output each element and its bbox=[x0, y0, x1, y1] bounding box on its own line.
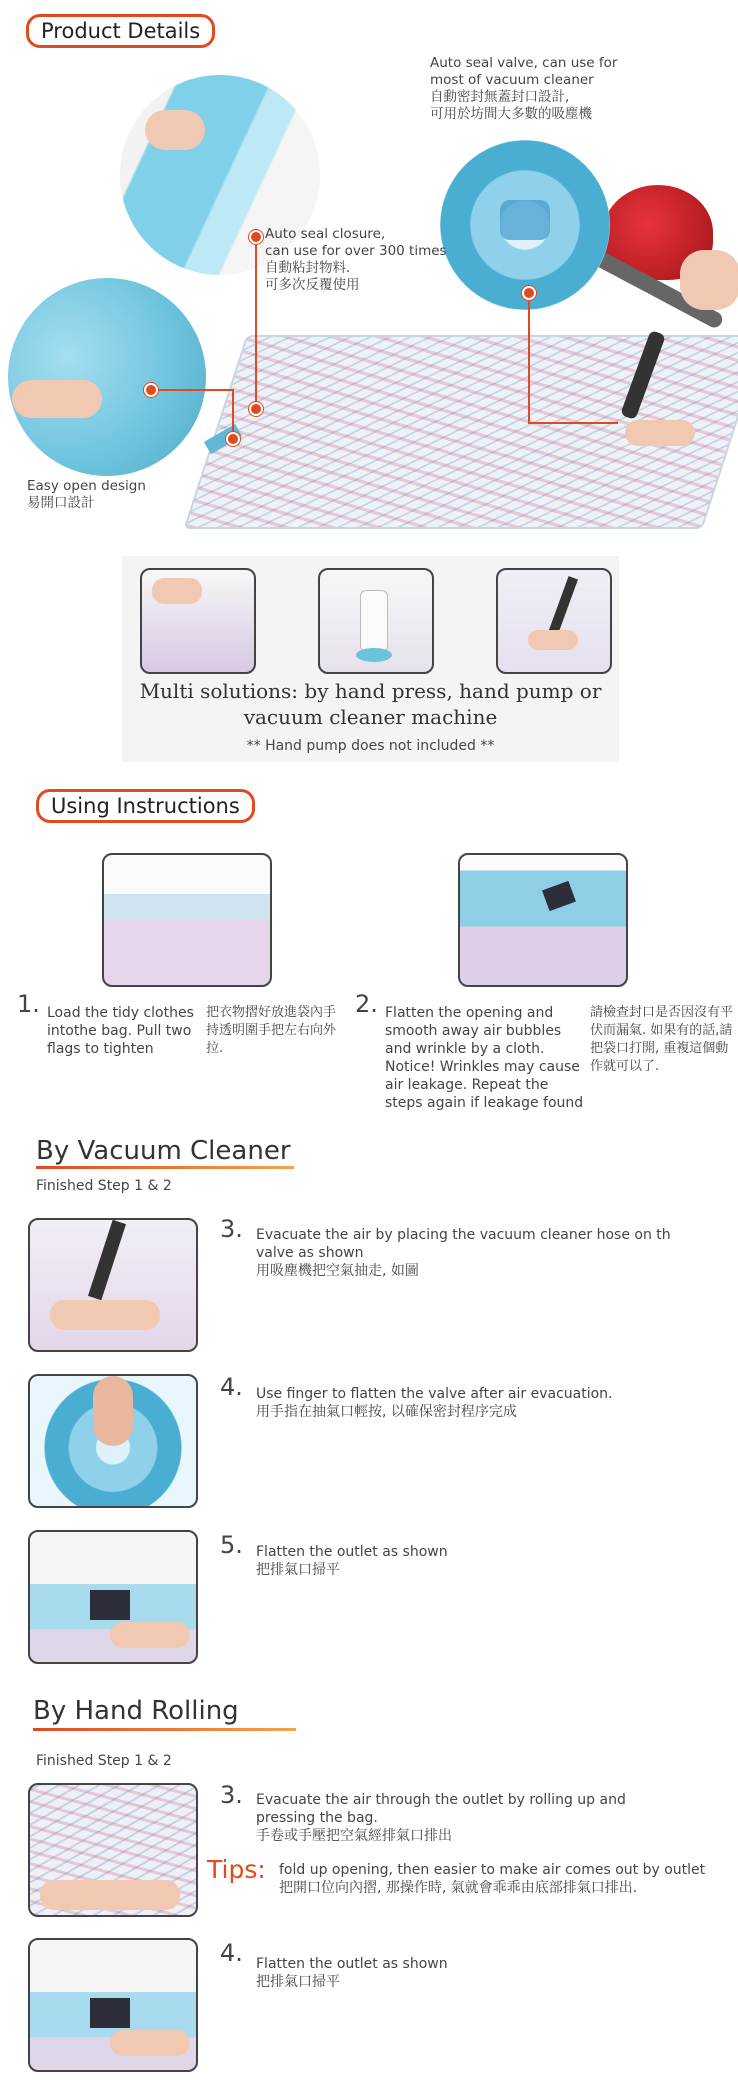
valve-callout-zh-1: 自動密封無蓋封口設計, bbox=[430, 89, 570, 105]
valve-callout bbox=[430, 55, 630, 123]
hand-press-image bbox=[140, 568, 256, 674]
vacuum-step4-text-en: Use finger to flatten the valve after air evacuation. bbox=[256, 1386, 613, 1402]
tips-text-en: fold up opening, then easier to make air comes out by outlet bbox=[279, 1862, 706, 1878]
step1-image bbox=[102, 853, 272, 987]
closure-callout bbox=[265, 226, 465, 294]
step1-text-en: Load the tidy clothes intothe bag. Pull two flags to tighten bbox=[47, 1005, 194, 1057]
vacuum-step5-number: 5. bbox=[220, 1531, 243, 1559]
open-callout-dot bbox=[144, 383, 158, 397]
vacuum-step3-text-en: Evacuate the air by placing the vacuum cleaner hose on th valve as shown bbox=[256, 1227, 671, 1261]
open-callout bbox=[27, 478, 146, 512]
vacuum-step4-image bbox=[28, 1374, 198, 1508]
vacuum-step3-image bbox=[28, 1218, 198, 1352]
using-instructions-heading: Using Instructions bbox=[36, 789, 255, 823]
vacuum-step4-number: 4. bbox=[220, 1373, 243, 1401]
product-details-heading: Product Details bbox=[26, 14, 215, 48]
vacuum-step5-text-en: Flatten the outlet as shown bbox=[256, 1544, 448, 1560]
multi-solutions-line-1: Multi solutions: by hand press, hand pump or bbox=[139, 679, 602, 703]
rolling-heading-underline bbox=[33, 1728, 296, 1731]
valve-leader-line bbox=[528, 292, 530, 422]
valve-callout-dot bbox=[522, 286, 536, 300]
hand-pump-image bbox=[318, 568, 434, 674]
valve-leader-line-h bbox=[528, 422, 618, 424]
closure-callout-zh-2: 可多次反覆使用 bbox=[265, 277, 360, 293]
open-leader-line-h bbox=[150, 389, 233, 391]
rolling-step3-text-zh: 手卷或手壓把空氣經排氣口排出 bbox=[256, 1828, 452, 1844]
step1-text-zh: 把衣物摺好放進袋內手持透明圍手把左右向外拉. bbox=[206, 1005, 337, 1056]
rolling-step3-image bbox=[28, 1783, 198, 1917]
rolling-step3-text-en: Evacuate the air through the outlet by rolling up and pressing the bag. bbox=[256, 1792, 626, 1826]
closure-end-dot bbox=[249, 402, 263, 416]
closure-callout-zh-1: 自動粘封物料. bbox=[265, 260, 351, 276]
easy-open-closeup-image bbox=[8, 278, 206, 476]
rolling-step4-text-en: Flatten the outlet as shown bbox=[256, 1956, 448, 1972]
valve-callout-zh-2: 可用於坊間大多數的吸塵機 bbox=[430, 106, 592, 122]
rolling-section-heading: By Hand Rolling bbox=[33, 1696, 239, 1726]
vacuum-step5-image bbox=[28, 1530, 198, 1664]
step2-number: 2. bbox=[355, 990, 378, 1018]
hand-illustration bbox=[625, 420, 695, 446]
rolling-step4-number: 4. bbox=[220, 1939, 243, 1967]
closure-hand bbox=[145, 110, 205, 150]
rolling-subheading: Finished Step 1 & 2 bbox=[36, 1753, 172, 1769]
closure-leader-line bbox=[255, 236, 257, 406]
open-callout-zh: 易開口設計 bbox=[27, 495, 95, 511]
vacuum-machine-image bbox=[496, 568, 612, 674]
rolling-step3-number: 3. bbox=[220, 1781, 243, 1809]
step2-text-en: Flatten the opening and smooth away air bubbles and wrinkle by a cloth. Notice! Wrinkles may cause air leakage. Repeat the steps again if leakage found bbox=[385, 1005, 584, 1111]
open-callout-en: Easy open design bbox=[27, 478, 146, 494]
step1-number: 1. bbox=[17, 990, 40, 1018]
closure-callout-dot bbox=[249, 230, 263, 244]
vacuum-subheading: Finished Step 1 & 2 bbox=[36, 1178, 172, 1194]
rolling-step4-image bbox=[28, 1938, 198, 2072]
open-end-dot bbox=[226, 432, 240, 446]
vacuum-step3-text-zh: 用吸塵機把空氣抽走, 如圖 bbox=[256, 1263, 419, 1279]
tips-label: Tips: bbox=[207, 1855, 266, 1884]
vacuum-section-heading: By Vacuum Cleaner bbox=[36, 1136, 291, 1166]
closure-callout-en-2: can use for over 300 times bbox=[265, 243, 447, 259]
hand-on-hose bbox=[680, 250, 738, 310]
vacuum-step5-text-zh: 把排氣口掃平 bbox=[256, 1562, 340, 1578]
vacuum-step4-text-zh: 用手指在抽氣口輕按, 以確保密封程序完成 bbox=[256, 1404, 517, 1420]
valve-callout-en: Auto seal valve, can use for most of vacuum cleaner bbox=[430, 55, 618, 88]
easy-open-hand bbox=[12, 380, 102, 418]
hand-pump-note: ** Hand pump does not included ** bbox=[246, 738, 495, 754]
vacuum-step3-number: 3. bbox=[220, 1215, 243, 1243]
valve-center bbox=[500, 200, 550, 240]
step2-text-zh: 請檢查封口是否因沒有平伏而漏氣. 如果有的話,請把袋口打開, 重複這個動作就可以了. bbox=[590, 1005, 734, 1074]
multi-solutions-line-2: vacuum cleaner machine bbox=[243, 705, 498, 729]
tips-text-zh: 把開口位向內摺, 那操作時, 氣就會乖乖由底部排氣口排出. bbox=[279, 1880, 638, 1896]
step2-image bbox=[458, 853, 628, 987]
multi-solutions-text bbox=[122, 678, 619, 730]
open-leader-line-v bbox=[232, 389, 234, 437]
rolling-step4-text-zh: 把排氣口掃平 bbox=[256, 1974, 340, 1990]
closure-callout-en-1: Auto seal closure, bbox=[265, 226, 386, 242]
vacuum-heading-underline bbox=[36, 1166, 294, 1169]
